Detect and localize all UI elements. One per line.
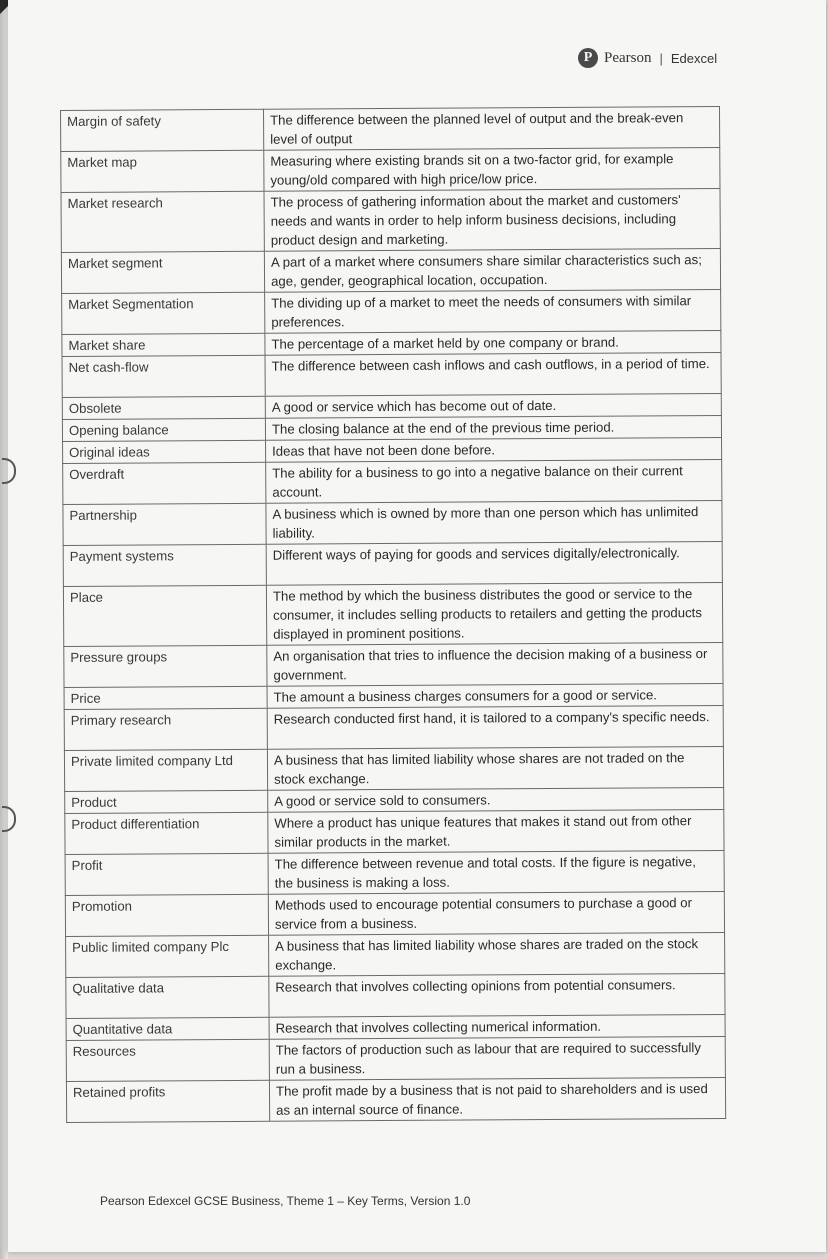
term-cell: Profit <box>65 853 268 895</box>
term-cell: Original ideas <box>63 440 266 463</box>
definition-cell: The percentage of a market held by one company or brand. <box>265 330 721 355</box>
term-cell: Primary research <box>64 708 267 750</box>
definition-cell: The difference between cash inflows and cash outflows, in a period of time. <box>265 352 721 396</box>
term-cell: Private limited company Ltd <box>64 749 267 791</box>
term-cell: Market segment <box>61 251 264 293</box>
pearson-logo-icon: P <box>578 48 598 68</box>
pearson-logo <box>578 48 717 68</box>
table-row <box>61 188 720 252</box>
page-footer: Pearson Edexcel GCSE Business, Theme 1 – Key Terms, Version 1.0 <box>100 1194 471 1208</box>
term-cell: Opening balance <box>62 418 265 441</box>
definition-cell: The process of gathering information about the market and customers' needs and wants in order to help inform business decisions, including product design and marketing. <box>264 188 720 251</box>
term-cell: Product differentiation <box>65 812 268 854</box>
term-cell: Payment systems <box>63 544 266 586</box>
term-cell: Quantitative data <box>66 1017 269 1040</box>
definition-cell: The factors of production such as labour that are required to successfully run a business. <box>269 1036 725 1080</box>
definition-cell: A business that has limited liability whose shares are traded on the stock exchange. <box>269 932 725 976</box>
term-cell: Resources <box>66 1039 269 1081</box>
term-cell: Pressure groups <box>64 645 267 687</box>
term-cell: Product <box>65 790 268 813</box>
table-row <box>65 891 724 936</box>
table-row <box>64 642 723 687</box>
term-cell: Price <box>64 686 267 709</box>
definition-cell: Methods used to encourage potential consumers to purchase a good or service from a business. <box>268 891 724 935</box>
definition-cell: Research that involves collecting opinions from potential consumers. <box>269 973 725 1017</box>
term-cell: Market research <box>61 191 264 252</box>
table-row <box>61 106 720 151</box>
definition-cell: An organisation that tries to influence the decision making of a business or government. <box>267 642 723 686</box>
definition-cell: The profit made by a business that is not paid to shareholders and is used as an internal source of finance. <box>269 1077 725 1121</box>
table-row <box>66 1077 725 1122</box>
term-cell: Retained profits <box>66 1080 269 1122</box>
table-row <box>65 809 724 854</box>
definition-cell: The dividing up of a market to meet the needs of consumers with similar preferences. <box>265 289 721 333</box>
definition-cell: The difference between revenue and total costs. If the figure is negative, the business is making a loss. <box>268 850 724 894</box>
term-cell: Qualitative data <box>66 976 269 1018</box>
sub-brand-name: Edexcel <box>670 50 718 66</box>
definition-cell: A business that has limited liability whose shares are not traded on the stock exchange. <box>267 746 723 790</box>
term-cell: Partnership <box>63 503 266 545</box>
table-row <box>63 541 722 586</box>
term-cell: Margin of safety <box>61 109 264 151</box>
brand-name: Pearson <box>604 49 652 66</box>
term-cell: Promotion <box>65 894 268 936</box>
table-row <box>61 147 720 192</box>
definition-cell: A business which is owned by more than one person which has unlimited liability. <box>266 500 722 544</box>
table-row <box>66 932 725 977</box>
definition-cell: Research conducted first hand, it is tailored to a company's specific needs. <box>267 705 723 749</box>
table-row <box>62 289 721 334</box>
key-terms-table <box>60 106 726 1123</box>
table-row <box>61 248 720 293</box>
table-row <box>63 582 722 646</box>
term-cell: Public limited company Plc <box>66 935 269 977</box>
table-row <box>64 705 723 750</box>
definition-cell: Ideas that have not been done before. <box>266 437 722 462</box>
definition-cell: The method by which the business distributes the good or service to the consumer, it includes selling products to retailers and getting the products displayed in prominent positions. <box>266 582 722 645</box>
definition-cell: The difference between the planned level of output and the break-even level of output <box>263 106 719 150</box>
definition-cell: Where a product has unique features that makes it stand out from other similar products in the market. <box>268 809 724 853</box>
table-row <box>64 746 723 791</box>
term-cell: Market share <box>62 333 265 356</box>
term-cell: Overdraft <box>63 462 266 504</box>
document-page <box>8 0 826 1252</box>
page-edge <box>0 0 8 1259</box>
table-row <box>63 500 722 545</box>
definition-cell: A part of a market where consumers share similar characteristics such as; age, gender, geographical location, occupation. <box>264 248 720 292</box>
table-row <box>66 1036 725 1081</box>
term-cell: Obsolete <box>62 396 265 419</box>
definition-cell: Research that involves collecting numerical information. <box>269 1014 725 1039</box>
table-row <box>63 459 722 504</box>
definition-cell: The amount a business charges consumers for a good or service. <box>267 683 723 708</box>
definition-cell: Different ways of paying for goods and services digitally/electronically. <box>266 541 722 585</box>
table-row <box>66 973 725 1018</box>
definition-cell: A good or service which has become out of date. <box>265 393 721 418</box>
definition-cell: A good or service sold to consumers. <box>268 787 724 812</box>
definition-cell: The closing balance at the end of the previous time period. <box>265 415 721 440</box>
brand-separator: | <box>659 50 663 66</box>
table-row <box>62 352 721 397</box>
table-row <box>65 850 724 895</box>
term-cell: Market Segmentation <box>62 292 265 334</box>
term-cell: Market map <box>61 150 264 192</box>
definition-cell: Measuring where existing brands sit on a two-factor grid, for example young/old compared with high price/low price. <box>264 147 720 191</box>
definition-cell: The ability for a business to go into a negative balance on their current account. <box>266 459 722 503</box>
term-cell: Place <box>63 585 266 646</box>
term-cell: Net cash-flow <box>62 355 265 397</box>
